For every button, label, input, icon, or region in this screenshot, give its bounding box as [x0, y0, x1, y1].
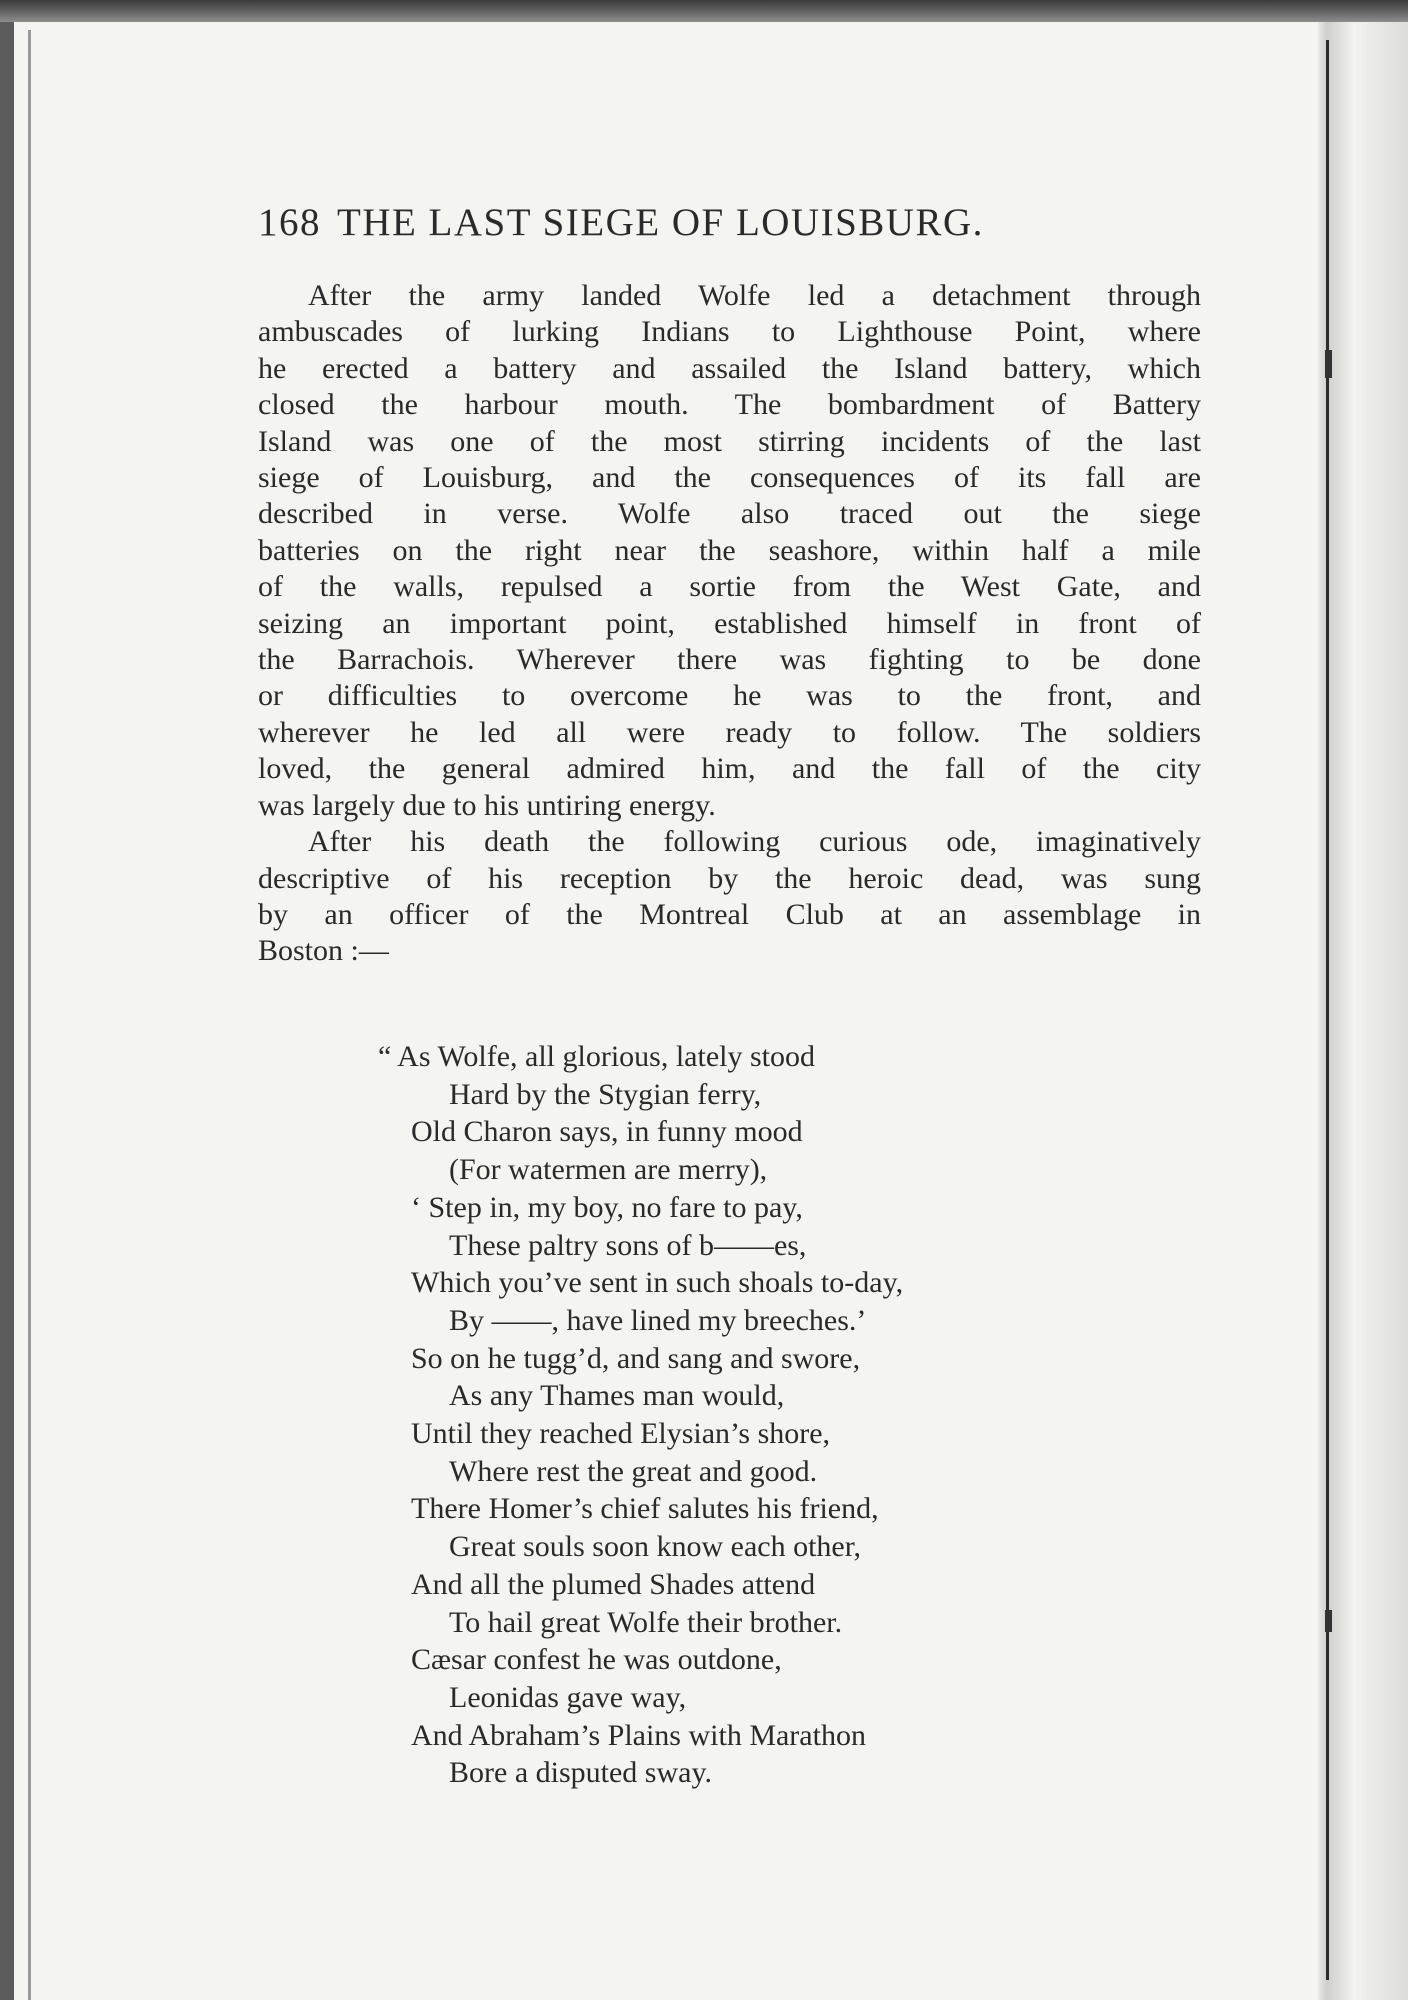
body-text — [258, 278, 1201, 970]
text-line: by an officer of the Montreal Club at an assemblage in — [258, 897, 1201, 931]
paragraph — [258, 278, 1201, 824]
text-line: Boston :— — [258, 934, 389, 968]
poem-line: Until they reached Elysian’s shore, — [411, 1417, 831, 1451]
text-line: batteries on the right near the seashore, within half a mile — [258, 533, 1201, 567]
poem-line: These paltry sons of b——es, — [449, 1228, 807, 1262]
poem-line: As any Thames man would, — [449, 1379, 785, 1413]
text-line: loved, the general admired him, and the fall of the city — [258, 752, 1201, 786]
edge-mark — [1325, 350, 1332, 378]
text-line: After his death the following curious ode, imaginatively — [308, 825, 1201, 859]
poem-line: By ——, have lined my breeches.’ — [449, 1303, 867, 1337]
poem-line: “ As Wolfe, all glorious, lately stood — [378, 1040, 815, 1073]
text-line: wherever he led all were ready to follow. The soldiers — [258, 715, 1201, 749]
text-line: descriptive of his reception by the heroic dead, was sung — [258, 861, 1201, 895]
poem-line: Which you’ve sent in such shoals to-day, — [411, 1266, 904, 1300]
page-right-edge — [1318, 22, 1408, 2000]
text-line: the Barrachois. Wherever there was fighting to be done — [258, 643, 1201, 677]
text-line: siege of Louisburg, and the consequences of its fall are — [258, 461, 1201, 495]
text-line: ambuscades of lurking Indians to Lighthouse Point, where — [258, 315, 1201, 349]
gutter-line — [28, 30, 31, 2000]
poem-line: Where rest the great and good. — [449, 1454, 818, 1488]
poem-line: And all the plumed Shades attend — [411, 1567, 816, 1601]
paragraph — [258, 824, 1201, 970]
page-top-edge — [0, 0, 1408, 22]
poem-line: (For watermen are merry), — [449, 1153, 768, 1187]
running-title: THE LAST SIEGE OF LOUISBURG. — [337, 201, 984, 244]
poem-line: And Abraham’s Plains with Marathon — [411, 1718, 866, 1752]
running-head — [258, 200, 1118, 245]
text-line: seizing an important point, established himself in front of — [258, 606, 1201, 640]
poem-line: Cæsar confest he was outdone, — [411, 1643, 782, 1677]
text-line: he erected a battery and assailed the Island battery, which — [258, 351, 1201, 385]
poem-line: There Homer’s chief salutes his friend, — [411, 1492, 879, 1526]
poem-line: ‘ Step in, my boy, no fare to pay, — [411, 1190, 803, 1224]
poem-line: Great souls soon know each other, — [449, 1530, 862, 1564]
poem-line: Leonidas gave way, — [449, 1680, 687, 1714]
edge-mark — [1325, 1610, 1332, 1632]
text-line: of the walls, repulsed a sortie from the West Gate, and — [258, 570, 1201, 604]
text-line: closed the harbour mouth. The bombardment of Battery — [258, 388, 1201, 422]
text-line: Island was one of the most stirring incidents of the last — [258, 424, 1201, 458]
binding-edge-line — [1326, 40, 1329, 1980]
poem-line: To hail great Wolfe their brother. — [449, 1605, 843, 1639]
text-line: After the army landed Wolfe led a detachment through — [308, 279, 1201, 312]
poem-line: Old Charon says, in funny mood — [411, 1115, 803, 1149]
poem — [378, 1038, 1138, 1792]
text-line: described in verse. Wolfe also traced out the siege — [258, 497, 1201, 531]
poem-line: Bore a disputed sway. — [449, 1756, 712, 1790]
text-line: was largely due to his untiring energy. — [258, 788, 716, 822]
text-line: or difficulties to overcome he was to the front, and — [258, 679, 1201, 713]
poem-line: So on he tugg’d, and sang and swore, — [411, 1341, 861, 1375]
poem-line: Hard by the Stygian ferry, — [449, 1077, 762, 1111]
page-number: 168 — [258, 201, 321, 244]
